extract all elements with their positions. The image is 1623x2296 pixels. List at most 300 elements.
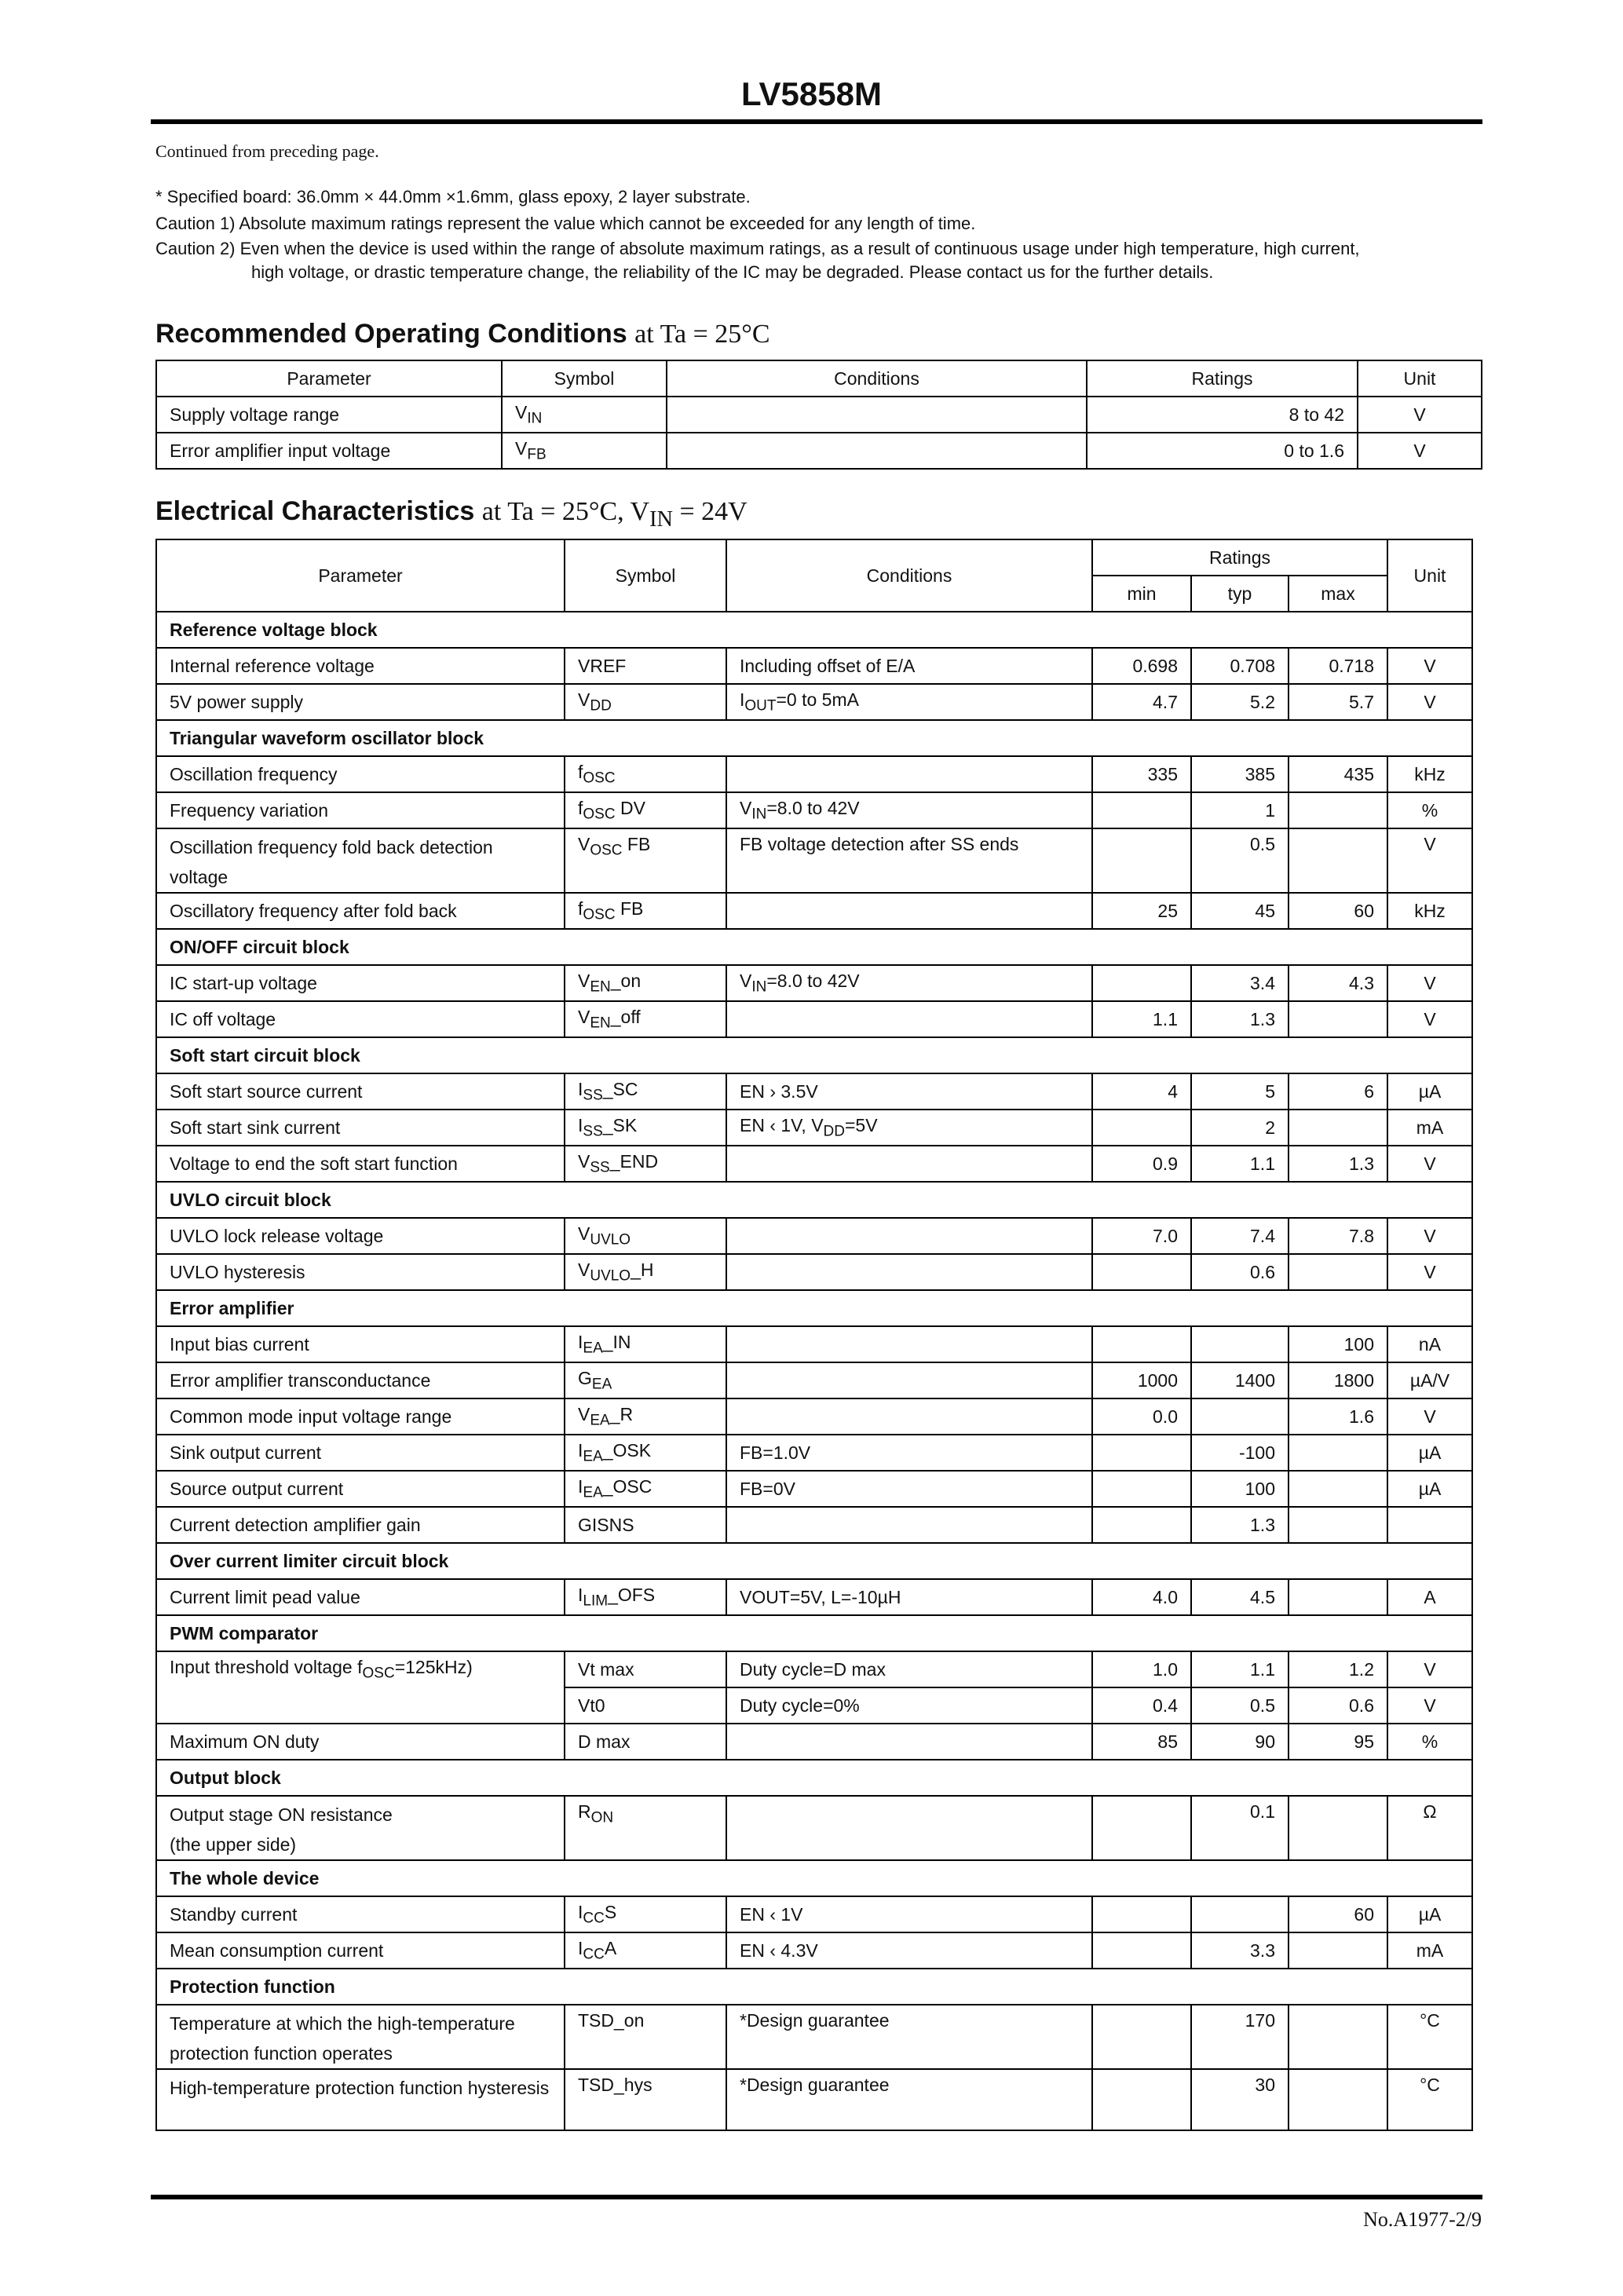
symbol-main: V xyxy=(578,689,590,710)
symbol-cell xyxy=(565,756,726,792)
typ-cell: -100 xyxy=(1191,1435,1289,1471)
parameter-cell xyxy=(156,1932,565,1969)
parameter-text: Soft start sink current xyxy=(170,1117,341,1138)
symbol-cell xyxy=(565,1507,726,1543)
electrical-characteristics-table xyxy=(155,539,1473,2131)
typ-cell: 1400 xyxy=(1191,1362,1289,1398)
parameter-cell: Supply voltage range xyxy=(156,397,502,433)
symbol-main: G xyxy=(578,1367,592,1388)
table-row xyxy=(156,756,1472,792)
max-cell: 0.6 xyxy=(1289,1687,1387,1724)
table-row xyxy=(156,1932,1472,1969)
conditions-cell xyxy=(726,1362,1092,1398)
parameter-cell xyxy=(156,893,565,929)
max-cell xyxy=(1289,1932,1387,1969)
max-cell: 1.3 xyxy=(1289,1146,1387,1182)
conditions-text: EN ‹ 1V xyxy=(740,1903,803,1925)
table-row xyxy=(156,1507,1472,1543)
footer-rule xyxy=(151,2195,1482,2199)
symbol-main: V xyxy=(578,1006,590,1027)
table-row xyxy=(156,1896,1472,1932)
typ-cell: 1.3 xyxy=(1191,1507,1289,1543)
symbol-subscript: UVLO xyxy=(590,1267,631,1285)
unit-cell: V xyxy=(1387,684,1472,720)
max-cell xyxy=(1289,1435,1387,1471)
conditions-suffix: =8.0 to 42V xyxy=(766,797,860,818)
symbol-cell xyxy=(502,433,667,469)
max-cell: 60 xyxy=(1289,893,1387,929)
max-cell xyxy=(1289,2069,1387,2130)
conditions-text: I xyxy=(740,689,745,710)
ratings-cell: 0 to 1.6 xyxy=(1087,433,1358,469)
typ-cell: 0.1 xyxy=(1191,1796,1289,1860)
conditions-cell xyxy=(726,1896,1092,1932)
symbol-main: V xyxy=(578,1403,590,1424)
symbol-subscript: IN xyxy=(527,410,543,427)
section-heading: UVLO circuit block xyxy=(156,1182,1472,1218)
min-cell: 4.0 xyxy=(1092,1579,1191,1615)
typ-cell: 2 xyxy=(1191,1110,1289,1146)
ec-cond-sub: IN xyxy=(649,506,673,532)
symbol-cell xyxy=(565,1073,726,1110)
min-cell: 1000 xyxy=(1092,1362,1191,1398)
max-cell: 5.7 xyxy=(1289,684,1387,720)
min-cell xyxy=(1092,1932,1191,1969)
unit-cell: V xyxy=(1387,648,1472,684)
typ-cell: 0.5 xyxy=(1191,1687,1289,1724)
ec-header-conditions: Conditions xyxy=(726,539,1092,612)
max-cell xyxy=(1289,792,1387,828)
symbol-main: V xyxy=(578,1259,590,1280)
parameter-cell xyxy=(156,1471,565,1507)
conditions-cell xyxy=(726,828,1092,893)
caution-1: Caution 1) Absolute maximum ratings represent the value which cannot be exceeded for any length of time. xyxy=(155,214,976,233)
typ-cell: 3.4 xyxy=(1191,965,1289,1001)
typ-cell: 385 xyxy=(1191,756,1289,792)
max-cell xyxy=(1289,1001,1387,1037)
section-heading: The whole device xyxy=(156,1860,1472,1896)
ec-heading-condition xyxy=(481,497,748,532)
symbol-cell xyxy=(565,828,726,893)
table-row xyxy=(156,397,1482,433)
symbol-subscript: OSC xyxy=(583,806,616,823)
min-cell: 4 xyxy=(1092,1073,1191,1110)
section-row xyxy=(156,720,1472,756)
conditions-cell xyxy=(726,2005,1092,2069)
section-row xyxy=(156,1969,1472,2005)
parameter-cell xyxy=(156,2005,565,2069)
symbol-subscript: CC xyxy=(583,1910,605,1927)
table-row xyxy=(156,792,1472,828)
table-row xyxy=(156,1724,1472,1760)
max-cell: 95 xyxy=(1289,1724,1387,1760)
parameter-cell xyxy=(156,1254,565,1290)
unit-cell: µA xyxy=(1387,1896,1472,1932)
conditions-text: EN ‹ 4.3V xyxy=(740,1940,818,1961)
unit-cell: V xyxy=(1387,1398,1472,1435)
min-cell xyxy=(1092,1110,1191,1146)
symbol-main: R xyxy=(578,1801,591,1822)
table-row xyxy=(156,893,1472,929)
roc-heading xyxy=(155,319,770,349)
min-cell: 25 xyxy=(1092,893,1191,929)
parameter-cell xyxy=(156,1724,565,1760)
parameter-cell xyxy=(156,1001,565,1037)
roc-heading-condition: at Ta = 25°C xyxy=(634,320,770,349)
symbol-main: I xyxy=(578,1475,583,1497)
unit-cell: µA xyxy=(1387,1471,1472,1507)
typ-cell: 1.3 xyxy=(1191,1001,1289,1037)
unit-cell xyxy=(1387,1507,1472,1543)
section-row xyxy=(156,1290,1472,1326)
symbol-cell xyxy=(565,1218,726,1254)
symbol-main: V xyxy=(578,970,590,991)
conditions-text: EN › 3.5V xyxy=(740,1080,818,1102)
section-heading: PWM comparator xyxy=(156,1615,1472,1651)
symbol-main: I xyxy=(578,1937,583,1958)
typ-cell: 0.708 xyxy=(1191,648,1289,684)
symbol-main: TSD_on xyxy=(578,2010,645,2031)
parameter-text: Oscillation frequency fold back detection voltage xyxy=(170,837,493,887)
max-cell: 1.6 xyxy=(1289,1398,1387,1435)
section-heading: Protection function xyxy=(156,1969,1472,2005)
symbol-main: Vt max xyxy=(578,1658,634,1680)
max-cell xyxy=(1289,1254,1387,1290)
table-row xyxy=(156,1254,1472,1290)
conditions-suffix: =0 to 5mA xyxy=(776,689,859,710)
conditions-cell xyxy=(726,1932,1092,1969)
max-cell xyxy=(1289,1110,1387,1146)
symbol-main: f xyxy=(578,761,583,782)
min-cell xyxy=(1092,792,1191,828)
ec-header-ratings: Ratings xyxy=(1092,539,1387,576)
parameter-text: Source output current xyxy=(170,1478,344,1499)
max-cell xyxy=(1289,1796,1387,1860)
table-row xyxy=(156,684,1472,720)
min-cell xyxy=(1092,1507,1191,1543)
parameter-text: High-temperature protection function hysteresis xyxy=(170,2078,550,2098)
symbol-cell xyxy=(565,893,726,929)
symbol-suffix: _SK xyxy=(602,1114,638,1135)
min-cell xyxy=(1092,2069,1191,2130)
roc-header-ratings: Ratings xyxy=(1087,360,1358,397)
conditions-cell xyxy=(726,1254,1092,1290)
unit-cell: V xyxy=(1387,1687,1472,1724)
symbol-cell xyxy=(565,2005,726,2069)
symbol-suffix: _OSK xyxy=(602,1439,652,1461)
symbol-main: I xyxy=(578,1331,583,1352)
symbol-main: Vt0 xyxy=(578,1695,605,1716)
typ-cell xyxy=(1191,1896,1289,1932)
conditions-cell xyxy=(726,1398,1092,1435)
roc-header-conditions: Conditions xyxy=(667,360,1087,397)
symbol-main: V xyxy=(515,401,528,422)
conditions-cell xyxy=(726,1687,1092,1724)
unit-cell: % xyxy=(1387,1724,1472,1760)
parameter-text: Input threshold voltage f xyxy=(170,1657,363,1677)
conditions-subscript: OUT xyxy=(744,697,777,715)
table-row xyxy=(156,433,1482,469)
conditions-text: FB=0V xyxy=(740,1478,795,1499)
parameter-cell xyxy=(156,1398,565,1435)
symbol-main: I xyxy=(578,1584,583,1605)
symbol-subscript: EA xyxy=(583,1448,603,1465)
parameter-cell xyxy=(156,2069,565,2130)
conditions-text: EN ‹ 1V, V xyxy=(740,1114,824,1135)
parameter-text: Sink output current xyxy=(170,1442,322,1463)
parameter-text: Output stage ON resistance xyxy=(170,1804,393,1825)
parameter-text: Frequency variation xyxy=(170,799,328,821)
symbol-subscript: OSC xyxy=(583,770,616,787)
max-cell: 1800 xyxy=(1289,1362,1387,1398)
typ-cell: 1 xyxy=(1191,792,1289,828)
symbol-cell xyxy=(565,1110,726,1146)
typ-cell xyxy=(1191,1398,1289,1435)
unit-cell: mA xyxy=(1387,1932,1472,1969)
parameter-cell xyxy=(156,965,565,1001)
table-row xyxy=(156,648,1472,684)
symbol-cell xyxy=(565,1932,726,1969)
symbol-subscript: LIM xyxy=(583,1592,609,1610)
min-cell: 0.0 xyxy=(1092,1398,1191,1435)
symbol-cell xyxy=(565,965,726,1001)
unit-cell: °C xyxy=(1387,2069,1472,2130)
symbol-suffix: S xyxy=(604,1901,617,1922)
parameter-cell xyxy=(156,756,565,792)
symbol-suffix: _IN xyxy=(602,1331,631,1352)
conditions-suffix: =5V xyxy=(845,1114,878,1135)
document-number: No.A1977-2/9 xyxy=(1363,2208,1482,2231)
max-cell xyxy=(1289,1579,1387,1615)
typ-cell xyxy=(1191,1326,1289,1362)
parameter-text: Common mode input voltage range xyxy=(170,1406,452,1427)
typ-cell: 100 xyxy=(1191,1471,1289,1507)
parameter-cell: Error amplifier input voltage xyxy=(156,433,502,469)
unit-cell: kHz xyxy=(1387,893,1472,929)
conditions-cell xyxy=(726,965,1092,1001)
conditions-text: FB voltage detection after SS ends xyxy=(740,834,1019,854)
unit-cell: mA xyxy=(1387,1110,1472,1146)
max-cell: 100 xyxy=(1289,1326,1387,1362)
symbol-subscript: FB xyxy=(527,446,546,463)
symbol-cell xyxy=(565,1579,726,1615)
parameter-text: Voltage to end the soft start function xyxy=(170,1153,458,1174)
symbol-suffix: _H xyxy=(631,1259,654,1280)
max-cell xyxy=(1289,2005,1387,2069)
max-cell: 435 xyxy=(1289,756,1387,792)
symbol-subscript: ON xyxy=(590,1809,614,1826)
symbol-cell xyxy=(565,1254,726,1290)
section-heading: Over current limiter circuit block xyxy=(156,1543,1472,1579)
section-row xyxy=(156,1860,1472,1896)
symbol-cell xyxy=(565,684,726,720)
typ-cell: 0.6 xyxy=(1191,1254,1289,1290)
parameter-text: Current limit pead value xyxy=(170,1586,360,1607)
min-cell: 0.9 xyxy=(1092,1146,1191,1182)
ec-cond-text: at Ta = 25°C, V xyxy=(481,497,650,526)
section-heading: Output block xyxy=(156,1760,1472,1796)
max-cell xyxy=(1289,1507,1387,1543)
parameter-text: Mean consumption current xyxy=(170,1940,384,1961)
parameter-text: Input bias current xyxy=(170,1333,309,1355)
symbol-cell xyxy=(565,1146,726,1182)
parameter-cell xyxy=(156,1896,565,1932)
typ-cell: 5.2 xyxy=(1191,684,1289,720)
typ-cell: 45 xyxy=(1191,893,1289,929)
symbol-subscript: OSC xyxy=(590,842,623,859)
parameter-cell xyxy=(156,1579,565,1615)
min-cell: 4.7 xyxy=(1092,684,1191,720)
section-heading: ON/OFF circuit block xyxy=(156,929,1472,965)
parameter-cell xyxy=(156,792,565,828)
conditions-text: Duty cycle=D max xyxy=(740,1658,886,1680)
unit-cell: µA xyxy=(1387,1073,1472,1110)
symbol-subscript: EA xyxy=(583,1484,603,1501)
unit-cell: µA/V xyxy=(1387,1362,1472,1398)
max-cell xyxy=(1289,828,1387,893)
symbol-suffix: A xyxy=(604,1937,617,1958)
ec-header-max: max xyxy=(1289,576,1387,612)
min-cell: 7.0 xyxy=(1092,1218,1191,1254)
symbol-suffix: _OFS xyxy=(608,1584,656,1605)
symbol-subscript: EA xyxy=(591,1376,612,1393)
conditions-cell xyxy=(726,2069,1092,2130)
page-title: LV5858M xyxy=(741,75,882,112)
table-row xyxy=(156,1435,1472,1471)
parameter-suffix: =125kHz) xyxy=(394,1657,473,1677)
symbol-main: VREF xyxy=(578,655,627,676)
table-row xyxy=(156,965,1472,1001)
conditions-cell xyxy=(726,1435,1092,1471)
parameter-text: Oscillation frequency xyxy=(170,763,338,784)
symbol-suffix: _SC xyxy=(602,1078,638,1099)
conditions-text: VOUT=5V, L=-10µH xyxy=(740,1586,901,1607)
parameter-cell xyxy=(156,1218,565,1254)
symbol-cell xyxy=(565,1687,726,1724)
symbol-cell xyxy=(565,1724,726,1760)
symbol-suffix: FB xyxy=(615,898,644,919)
symbol-subscript: SS xyxy=(583,1123,603,1140)
parameter-text: Internal reference voltage xyxy=(170,655,375,676)
section-row xyxy=(156,929,1472,965)
section-heading: Soft start circuit block xyxy=(156,1037,1472,1073)
table-row xyxy=(156,1398,1472,1435)
table-row xyxy=(156,1001,1472,1037)
board-note: * Specified board: 36.0mm × 44.0mm ×1.6mm, glass epoxy, 2 layer substrate. xyxy=(155,187,751,207)
unit-cell: nA xyxy=(1387,1326,1472,1362)
conditions-text: FB=1.0V xyxy=(740,1442,811,1463)
conditions-cell xyxy=(726,756,1092,792)
unit-cell: V xyxy=(1387,1001,1472,1037)
symbol-cell xyxy=(565,792,726,828)
parameter-text: UVLO lock release voltage xyxy=(170,1225,384,1246)
typ-cell: 90 xyxy=(1191,1724,1289,1760)
min-cell: 85 xyxy=(1092,1724,1191,1760)
conditions-cell xyxy=(726,893,1092,929)
min-cell: 0.698 xyxy=(1092,648,1191,684)
typ-cell: 4.5 xyxy=(1191,1579,1289,1615)
unit-cell: kHz xyxy=(1387,756,1472,792)
typ-cell: 1.1 xyxy=(1191,1651,1289,1687)
symbol-main: V xyxy=(578,1223,590,1244)
parameter-text: Current detection amplifier gain xyxy=(170,1514,421,1535)
table-row xyxy=(156,1796,1472,1860)
conditions-cell xyxy=(726,648,1092,684)
parameter-cell xyxy=(156,1146,565,1182)
table-row xyxy=(156,1362,1472,1398)
conditions-cell xyxy=(726,1326,1092,1362)
conditions-text: *Design guarantee xyxy=(740,2010,890,2031)
min-cell xyxy=(1092,1254,1191,1290)
symbol-cell xyxy=(565,1435,726,1471)
parameter-cell xyxy=(156,1073,565,1110)
symbol-cell xyxy=(565,1362,726,1398)
conditions-cell xyxy=(726,1471,1092,1507)
parameter-text: Standby current xyxy=(170,1903,298,1925)
symbol-suffix: _off xyxy=(610,1006,641,1027)
conditions-text: V xyxy=(740,970,752,991)
parameter-cell xyxy=(156,1796,565,1860)
symbol-suffix: DV xyxy=(615,797,645,818)
ratings-cell: 8 to 42 xyxy=(1087,397,1358,433)
symbol-main: f xyxy=(578,797,583,818)
unit-cell: Ω xyxy=(1387,1796,1472,1860)
conditions-text: Duty cycle=0% xyxy=(740,1695,860,1716)
symbol-main: V xyxy=(578,834,590,854)
parameter-cell xyxy=(156,684,565,720)
conditions-text: Including offset of E/A xyxy=(740,655,916,676)
symbol-cell xyxy=(565,1398,726,1435)
min-cell xyxy=(1092,1896,1191,1932)
symbol-main: f xyxy=(578,898,583,919)
symbol-main: GISNS xyxy=(578,1514,634,1535)
table-row xyxy=(156,1326,1472,1362)
parameter-cell xyxy=(156,648,565,684)
symbol-suffix: _on xyxy=(610,970,642,991)
section-row xyxy=(156,1615,1472,1651)
section-heading: Reference voltage block xyxy=(156,612,1472,648)
typ-cell: 170 xyxy=(1191,2005,1289,2069)
parameter-cell xyxy=(156,1110,565,1146)
conditions-cell xyxy=(726,1073,1092,1110)
max-cell: 0.718 xyxy=(1289,648,1387,684)
unit-cell: V xyxy=(1387,1651,1472,1687)
symbol-cell xyxy=(565,1796,726,1860)
header-rule xyxy=(151,119,1482,124)
conditions-cell xyxy=(667,433,1087,469)
symbol-main: I xyxy=(578,1901,583,1922)
roc-header-unit: Unit xyxy=(1358,360,1482,397)
ec-cond-tail: = 24V xyxy=(673,497,748,526)
min-cell xyxy=(1092,828,1191,893)
roc-header-symbol: Symbol xyxy=(502,360,667,397)
unit-cell: V xyxy=(1387,1218,1472,1254)
parameter-text: IC start-up voltage xyxy=(170,972,317,993)
symbol-suffix: _R xyxy=(609,1403,634,1424)
parameter-text-line-2: (the upper side) xyxy=(170,1834,297,1855)
parameter-text: IC off voltage xyxy=(170,1008,276,1029)
conditions-cell xyxy=(726,792,1092,828)
parameter-text: Soft start source current xyxy=(170,1080,363,1102)
parameter-subscript: OSC xyxy=(362,1665,395,1682)
typ-cell: 7.4 xyxy=(1191,1218,1289,1254)
parameter-cell xyxy=(156,1435,565,1471)
symbol-main: I xyxy=(578,1114,583,1135)
table-row xyxy=(156,1073,1472,1110)
table-row xyxy=(156,1651,1472,1687)
parameter-cell xyxy=(156,828,565,893)
symbol-suffix: _OSC xyxy=(602,1475,652,1497)
